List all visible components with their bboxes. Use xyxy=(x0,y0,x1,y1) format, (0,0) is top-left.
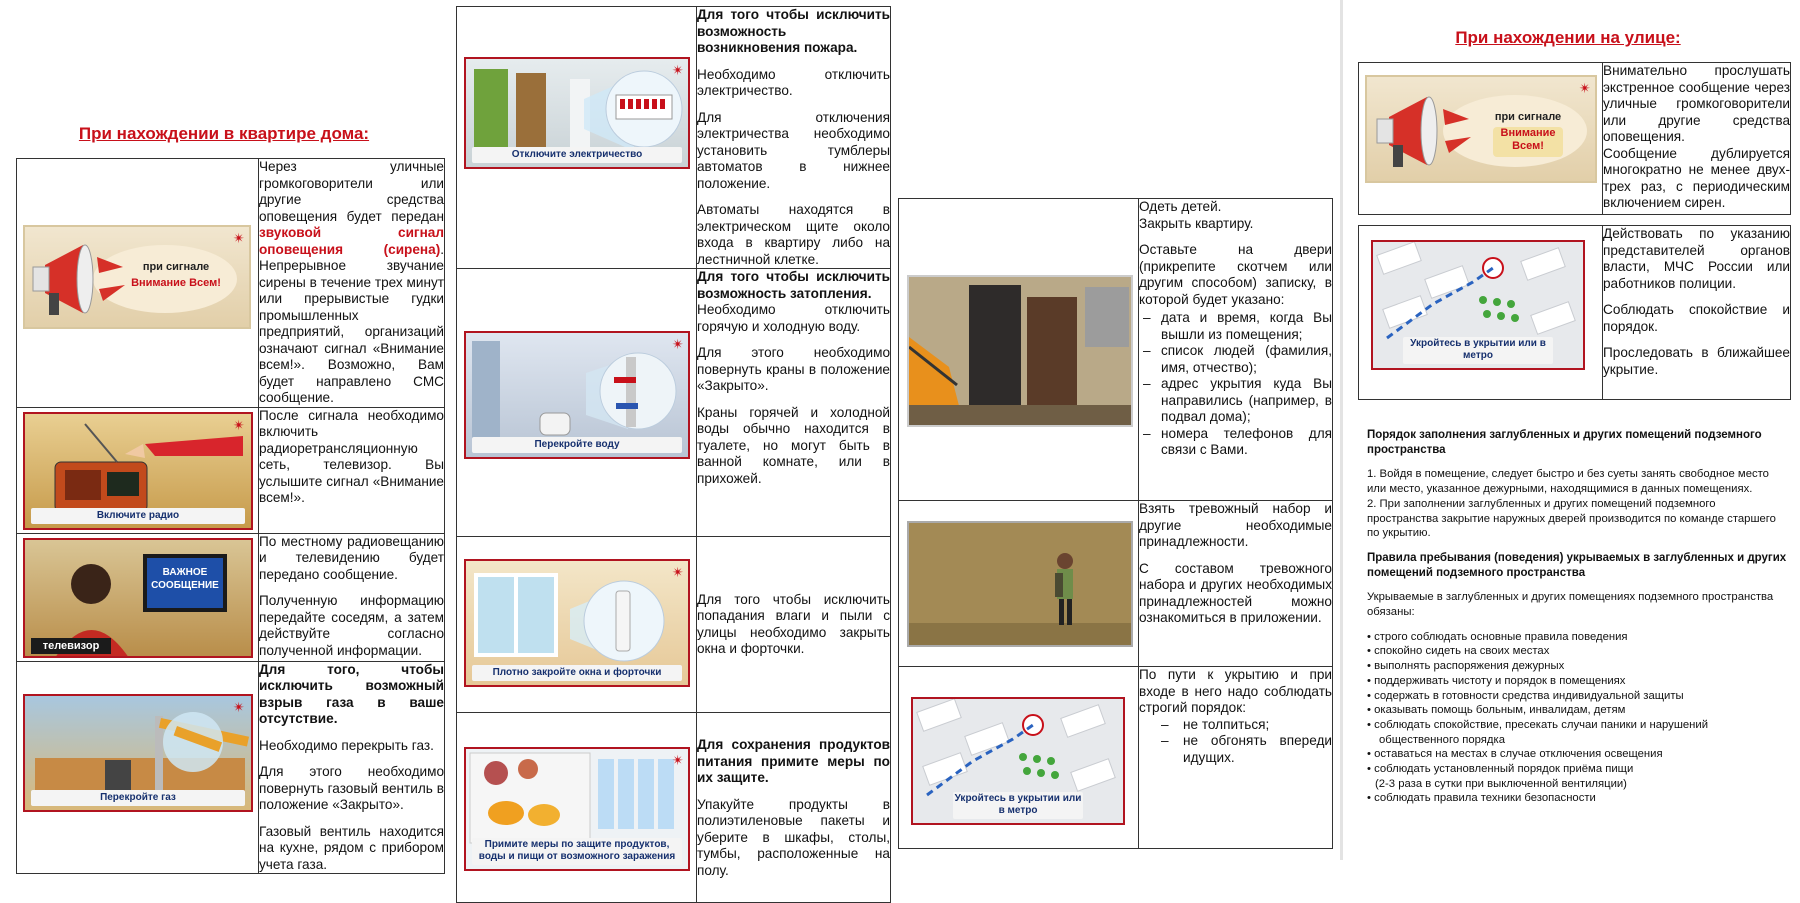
svg-text:✴: ✴ xyxy=(672,62,684,78)
street-siren-text: Внимательно прослушать экстренное сообщение через уличные громкоговорители или другие средства оповещения. Сообщение дублируется многократно не менее двух-трех раз, с периодическим включением сирен. xyxy=(1603,63,1791,215)
route-rules-list xyxy=(1139,717,1332,767)
table-row xyxy=(457,537,891,713)
electricity-text: Для того чтобы исключить возможность возникновения пожара. Необходимо отключить электричество. Для отключения электричества необходимо установить тумблеры автоматов в нижнее положение. Автоматы находятся в электрическом щите около входа в квартиру либо на лестничной клетке. xyxy=(697,7,890,267)
door-icon xyxy=(909,277,1133,427)
emergency-kit-text: Взять тревожный набор и другие необходимые принадлежности. С составом тревожного набора и других необходимых принадлежностей можно ознакомиться в приложении. xyxy=(1139,501,1333,667)
section-heading-apartment: При нахождении в квартире дома: xyxy=(78,124,370,143)
leaving-home-table xyxy=(898,198,1333,849)
attention-caption: Внимание Всем! xyxy=(1500,127,1556,152)
table-row xyxy=(17,661,445,874)
svg-text:✴: ✴ xyxy=(233,230,245,246)
list-item: – номера телефонов для связи с Вами. xyxy=(1139,426,1332,459)
signal-caption: при сигнале xyxy=(142,261,210,273)
list-item: • оставаться на местах в случае отключения освещения xyxy=(1367,748,1663,761)
image-caption: Перекройте газ xyxy=(31,790,245,806)
image-cell xyxy=(899,667,1139,849)
gas-illustration xyxy=(23,694,253,812)
electricity-illustration xyxy=(464,57,690,169)
list-item: • содержать в готовности средства индивидуальной защиты xyxy=(1367,689,1684,702)
note-items-list xyxy=(1139,310,1332,459)
image-cell xyxy=(457,537,697,713)
signal-caption: при сигнале xyxy=(1494,111,1562,123)
list-item: • выполнять распоряжения дежурных xyxy=(1367,660,1565,673)
shelter-rules-block xyxy=(1367,428,1787,806)
svg-text:✴: ✴ xyxy=(1579,80,1591,96)
table-row xyxy=(457,269,891,537)
food-protection-illustration xyxy=(464,747,690,871)
tv-text: По местному радиовещанию и телевидению будет передано сообщение. Полученную информацию передайте соседям, а затем действуйте согласно полученной информации. xyxy=(259,533,445,661)
list-item: – список людей (фамилия, имя, отчество); xyxy=(1139,343,1332,376)
image-caption: телевизор xyxy=(31,638,111,654)
table-row xyxy=(457,7,891,269)
image-cell xyxy=(457,7,697,269)
attention-caption: Внимание Всем! xyxy=(131,277,221,289)
list-item: – адрес укрытия куда Вы направились (например, в подвал дома); xyxy=(1139,376,1332,426)
list-item: • соблюдать правила техники безопасности xyxy=(1367,792,1596,805)
shelter-behavior-intro: Укрываемые в заглубленных и других помещениях подземного пространства обязаны: xyxy=(1367,591,1774,619)
siren-illustration xyxy=(23,225,251,329)
image-cell xyxy=(457,713,697,903)
table-row xyxy=(899,501,1333,667)
apartment-door-photo xyxy=(907,275,1133,427)
water-text: Для того чтобы исключить возможность затопления. Необходимо отключить горячую и холодную воду. Для этого необходимо повернуть краны в положение «Закрыто». Краны горячей и холодной воды обычно находится в туалете, но могут быть в ванной комнате, или в прихожей. xyxy=(697,269,891,537)
list-item: – не обгонять впереди идущих. xyxy=(1139,733,1332,766)
apartment-actions-table xyxy=(16,158,445,874)
table-row xyxy=(899,199,1333,501)
image-cell xyxy=(1359,226,1603,400)
street-siren-illustration xyxy=(1365,75,1597,183)
image-caption: Плотно закройте окна и форточки xyxy=(472,665,682,681)
siren-signal-highlight: звуковой сигнал оповещения (сирена) xyxy=(259,225,444,257)
water-illustration xyxy=(464,331,690,459)
person-with-kit-photo xyxy=(907,521,1133,647)
image-cell xyxy=(1359,63,1603,215)
image-caption: Примите меры по защите продуктов, воды и пищи от возможного заражения xyxy=(472,838,682,865)
list-item: (2-3 раза в сутки при выключенной вентиляции) xyxy=(1375,777,1627,790)
list-item: • соблюдать установленный порядок приёма пищи xyxy=(1367,763,1634,776)
table-row xyxy=(17,533,445,661)
table-row xyxy=(17,407,445,533)
street-actions-table xyxy=(1358,62,1791,400)
windows-text: Для того чтобы исключить попадания влаги и пыли с улицы необходимо закрыть окна и форточки. xyxy=(697,537,891,713)
radio-illustration xyxy=(23,412,253,530)
radio-text: После сигнала необходимо включить радиоретрансляционную сеть, телевизор. Вы услышите сигнал «Внимание всем!». xyxy=(259,407,445,533)
svg-text:✴: ✴ xyxy=(233,698,245,715)
gas-text: Для того, чтобы исключить возможный взрыв газа в ваше отсутствие. Необходимо перекрыть газ. Для этого необходимо повернуть газовый вентиль в положение «Закрыто». Газовый вентиль находится на кухне, рядом с прибором учета газа. xyxy=(259,661,444,872)
image-cell xyxy=(899,501,1139,667)
table-spacer xyxy=(1359,215,1791,226)
image-caption: Укройтесь в укрытии или в метро xyxy=(1403,337,1553,364)
image-cell xyxy=(457,269,697,537)
image-cell xyxy=(17,407,259,533)
image-cell xyxy=(899,199,1139,501)
siren-text: Через уличные громкоговорители или другие средства оповещения будет передан звуковой сигнал оповещения (сирена). Непрерывное звучание сирены в течение трех минут или прерывистые гудки промышленных предприятий, организаций означают сигнал «Внимание всем!». Возможно, Вам будет направлено СМС сообщение. xyxy=(259,159,444,405)
svg-text:✴: ✴ xyxy=(233,416,245,433)
utilities-actions-table xyxy=(456,6,891,903)
tv-illustration xyxy=(23,538,253,658)
image-cell xyxy=(17,533,259,661)
shelter-filling-title: Порядок заполнения заглубленных и других помещений подземного пространства xyxy=(1367,429,1762,456)
page-divider xyxy=(1340,0,1343,860)
svg-text:✴: ✴ xyxy=(672,752,684,768)
shelter-rule-1: 1. Войдя в помещение, следует быстро и без суеты занять свободное место или место, указанное дежурными, находящимися в данных помещениях. xyxy=(1367,468,1769,496)
image-cell xyxy=(17,159,259,408)
street-shelter-text: Действовать по указанию представителей органов власти, МЧС России или работников полиции. Соблюдать спокойствие и порядок. Проследовать в ближайшее укрытие. xyxy=(1603,226,1791,400)
leave-apartment-text: Одеть детей. Закрыть квартиру. Оставьте на двери (прикрепите скотчем или другим способом) записку, в которой будет указано: – дата и время, когда Вы вышли из помещения; – список людей (фамилия, имя, отчество); – адрес укрытия куда Вы направились (например, в подвал дома); – номера телефонов для связи с Вами. xyxy=(1139,199,1333,501)
shelter-rule-2: 2. При заполнении заглубленных и других помещений подземного пространства закрытие наружных дверей производится по команде старшего по укрытию. xyxy=(1367,497,1776,540)
table-row xyxy=(17,159,445,408)
image-caption: Отключите электричество xyxy=(472,147,682,163)
list-item: • поддерживать чистоту и порядок в помещениях xyxy=(1367,674,1626,687)
list-item: – дата и время, когда Вы вышли из помещения; xyxy=(1139,310,1332,343)
table-row xyxy=(457,713,891,903)
list-item: • соблюдать спокойствие, пресекать случаи паники и нарушений xyxy=(1367,718,1709,731)
shelter-behavior-title: Правила пребывания (поведения) укрываемых в заглубленных и других помещений подземного пространства xyxy=(1367,551,1787,579)
svg-text:✴: ✴ xyxy=(672,336,684,352)
windows-illustration xyxy=(464,559,690,687)
image-cell xyxy=(17,661,259,874)
table-row xyxy=(1359,63,1791,215)
list-item: общественного порядка xyxy=(1379,733,1505,746)
table-row xyxy=(1359,226,1791,400)
image-caption: Включите радио xyxy=(31,508,245,524)
shelter-obligations-list xyxy=(1367,630,1787,806)
street-shelter-map-illustration xyxy=(1371,240,1585,370)
shelter-route-text: По пути к укрытию и при входе в него надо соблюдать строгий порядок: – не толпиться; – не обгонять впереди идущих. xyxy=(1139,667,1333,849)
tv-screen-text: ВАЖНОЕ СООБЩЕНИЕ xyxy=(151,566,219,591)
svg-text:✴: ✴ xyxy=(672,564,684,580)
person-icon xyxy=(909,523,1133,647)
table-row xyxy=(899,667,1333,849)
section-heading-street: При нахождении на улице: xyxy=(1455,28,1681,47)
shelter-map-illustration xyxy=(911,697,1125,825)
image-caption: Перекройте воду xyxy=(472,437,682,453)
list-item: • оказывать помощь больным, инвалидам, детям xyxy=(1367,704,1626,717)
list-item: – не толпиться; xyxy=(1139,717,1332,734)
food-text: Для сохранения продуктов питания примите меры по их защите. Упакуйте продукты в полиэтиленовые пакеты и уберите в шкафы, столы, тумбы, расположенные на полу. xyxy=(697,713,891,903)
list-item: • строго соблюдать основные правила поведения xyxy=(1367,630,1628,643)
list-item: • спокойно сидеть на своих местах xyxy=(1367,645,1550,658)
image-caption: Укройтесь в укрытии или в метро xyxy=(953,792,1083,819)
